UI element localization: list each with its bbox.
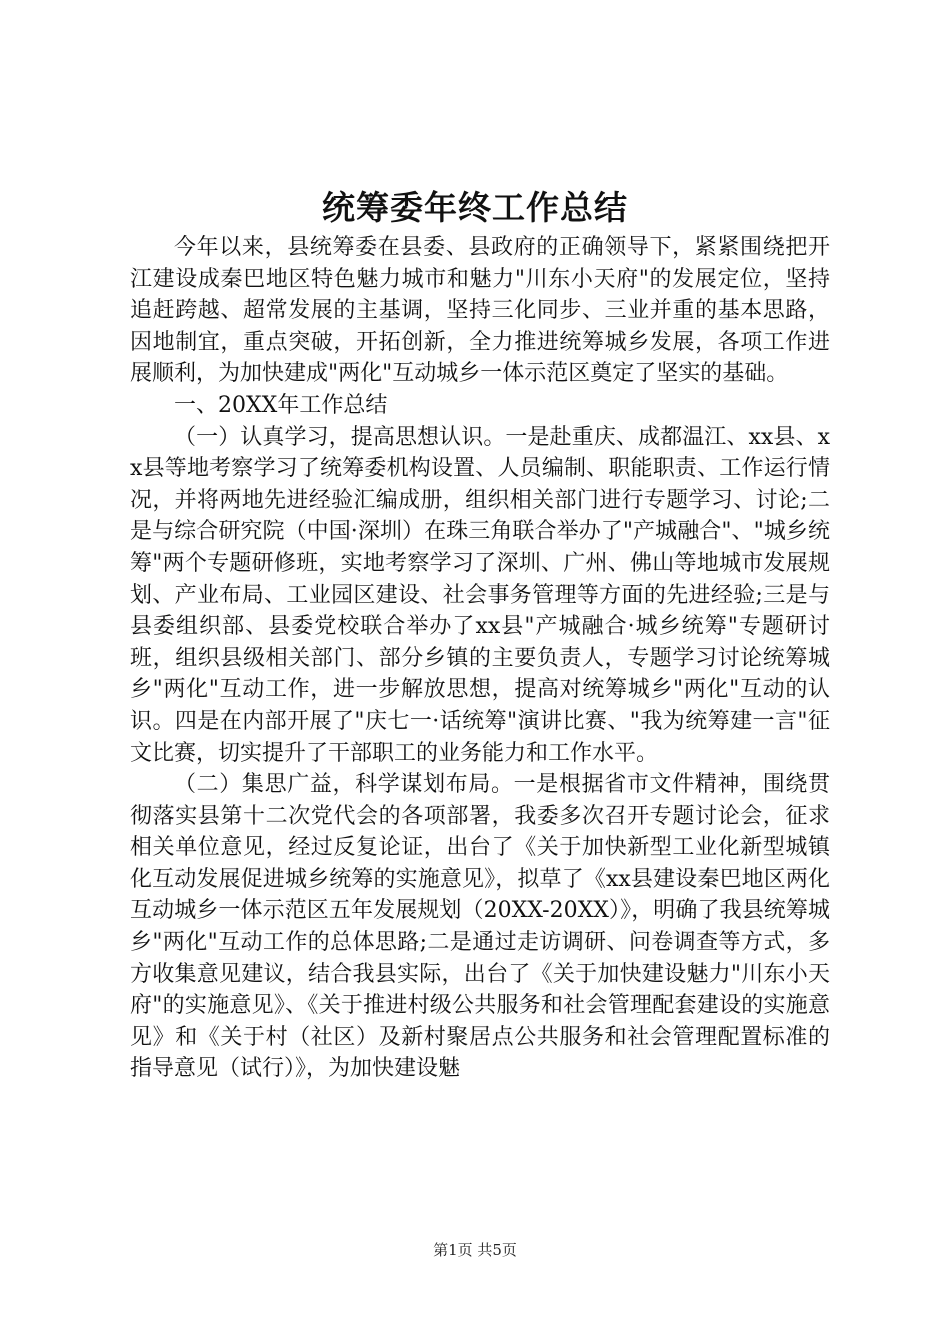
intro-paragraph: 今年以来，县统筹委在县委、县政府的正确领导下，紧紧围绕把开江建设成秦巴地区特色魅力城市和魅力"川东小天府"的发展定位，坚持追赶跨越、超常发展的主基调，坚持三化同步、三业并重的基本思路，因地制宜，重点突破，开拓创新，全力推进统筹城乡发展，各项工作进展顺利，为加快建成"两化"互动城乡一体示范区奠定了坚实的基础。 <box>130 235 830 387</box>
page-footer: 第1页 共5页 <box>433 1241 517 1259</box>
document-title: 统筹委年终工作总结 <box>322 188 628 227</box>
body-paragraph: （一）认真学习，提高思想认识。一是赴重庆、成都温江、xx县、xx县等地考察学习了统筹委机构设置、人员编制、职能职责、工作运行情况，并将两地先进经验汇编成册，组织相关部门进行专题学习、讨论;二是与综合研究院（中国·深圳）在珠三角联合举办了"产城融合"、"城乡统筹"两个专题研修班，实地考察学习了深圳、广州、佛山等地城市发展规划、产业布局、工业园区建设、社会事务管理等方面的先进经验;三是与县委组织部、县委党校联合举办了xx县"产城融合·城乡统筹"专题研讨班，组织县级相关部门、部分乡镇的主要负责人，专题学习讨论统筹城乡"两化"互动工作，进一步解放思想，提高对统筹城乡"两化"互动的认识。四是在内部开展了"庆七一·话统筹"演讲比赛、"我为统筹建一言"征文比赛，切实提升了干部职工的业务能力和工作水平。 <box>130 424 830 766</box>
body-paragraph: （二）集思广益，科学谋划布局。一是根据省市文件精神，围绕贯彻落实县第十二次党代会的各项部署，我委多次召开专题讨论会，征求相关单位意见，经过反复论证，出台了《关于加快新型工业化新型城镇化互动发展促进城乡统筹的实施意见》，拟草了《xx县建设秦巴地区两化互动城乡一体示范区五年发展规划（20XX-20XX）》，明确了我县统筹城乡"两化"互动工作的总体思路;二是通过走访调研、问卷调查等方式，多方收集意见建议，结合我县实际，出台了《关于加快建设魅力"川东小天府"的实施意见》、《关于推进村级公共服务和社会管理配套建设的实施意见》和《关于村（社区）及新村聚居点公共服务和社会管理配置标准的指导意见（试行）》，为加快建设魅 <box>130 772 830 1082</box>
document-body <box>130 232 830 1085</box>
section-heading: 一、20XX年工作总结 <box>174 392 388 418</box>
